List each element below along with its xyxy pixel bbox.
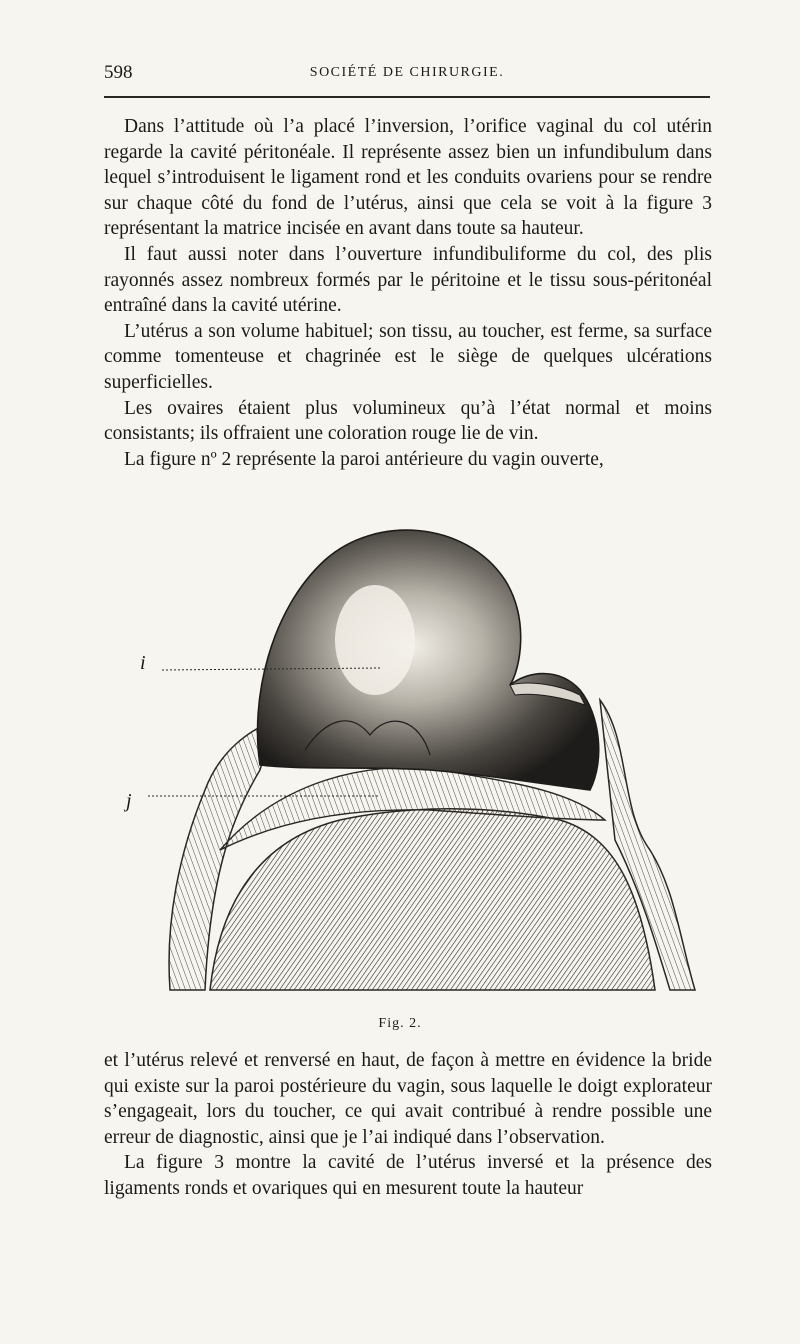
- page-header: [104, 62, 710, 90]
- paragraph: La figure 3 montre la cavité de l’utérus inversé et la présence des ligaments ronds et ovariques qui en mesurent toute la hauteur: [104, 1152, 712, 1199]
- figure-label-j: j: [126, 790, 132, 812]
- running-title: SOCIÉTÉ DE CHIRURGIE.: [309, 65, 505, 80]
- figure-illustration: [110, 520, 710, 1020]
- paragraph: L’utérus a son volume habituel; son tissu, au toucher, est ferme, sa surface comme tomenteuse et chagrinée est le siège de quelques ulcérations superficielles.: [104, 320, 712, 393]
- header-rule: [104, 96, 710, 98]
- posterior-vaginal-wall: [210, 809, 655, 990]
- page-number: 598: [104, 62, 133, 83]
- body-text-top: [104, 114, 712, 472]
- paragraph: La figure nº 2 représente la paroi antérieure du vagin ouverte,: [124, 448, 604, 470]
- body-text-bottom: [104, 1048, 712, 1202]
- engraving-illustration: [110, 520, 710, 1020]
- paragraph: Il faut aussi noter dans l’ouverture infundibuliforme du col, des plis rayonnés assez nombreux formés par le péritoine et le tissu sous-péritonéal entraîné dans la cavité utérine.: [104, 243, 712, 317]
- paragraph: Les ovaires étaient plus volumineux qu’à l’état normal et moins consistants; ils offraient une coloration rouge lie de vin.: [104, 397, 712, 445]
- paragraph: et l’utérus relevé et renversé en haut, de façon à mettre en évidence la bride qui existe sur la paroi postérieure du vagin, sous laquelle le doigt explorateur s’engageait, lors du toucher, ce qui avait contribué à rendre possible une erreur de diagnostic, ainsi que je l’ai indiqué dans l’observation.: [104, 1050, 712, 1148]
- figure-label-i: i: [140, 652, 146, 674]
- uterus-highlight: [335, 585, 415, 695]
- paragraph: Dans l’attitude où l’a placé l’inversion, l’orifice vaginal du col utérin regarde la cavité péritonéale. Il représente assez bien un infundibulum dans lequel s’introduisent le ligament rond et les conduits ovariens pour se rendre sur chaque côté du fond de l’utérus, ainsi que cela se voit à la figure 3 représentant la matrice incisée en avant dans toute sa hauteur.: [104, 116, 712, 240]
- figure-caption: Fig. 2.: [378, 1016, 422, 1031]
